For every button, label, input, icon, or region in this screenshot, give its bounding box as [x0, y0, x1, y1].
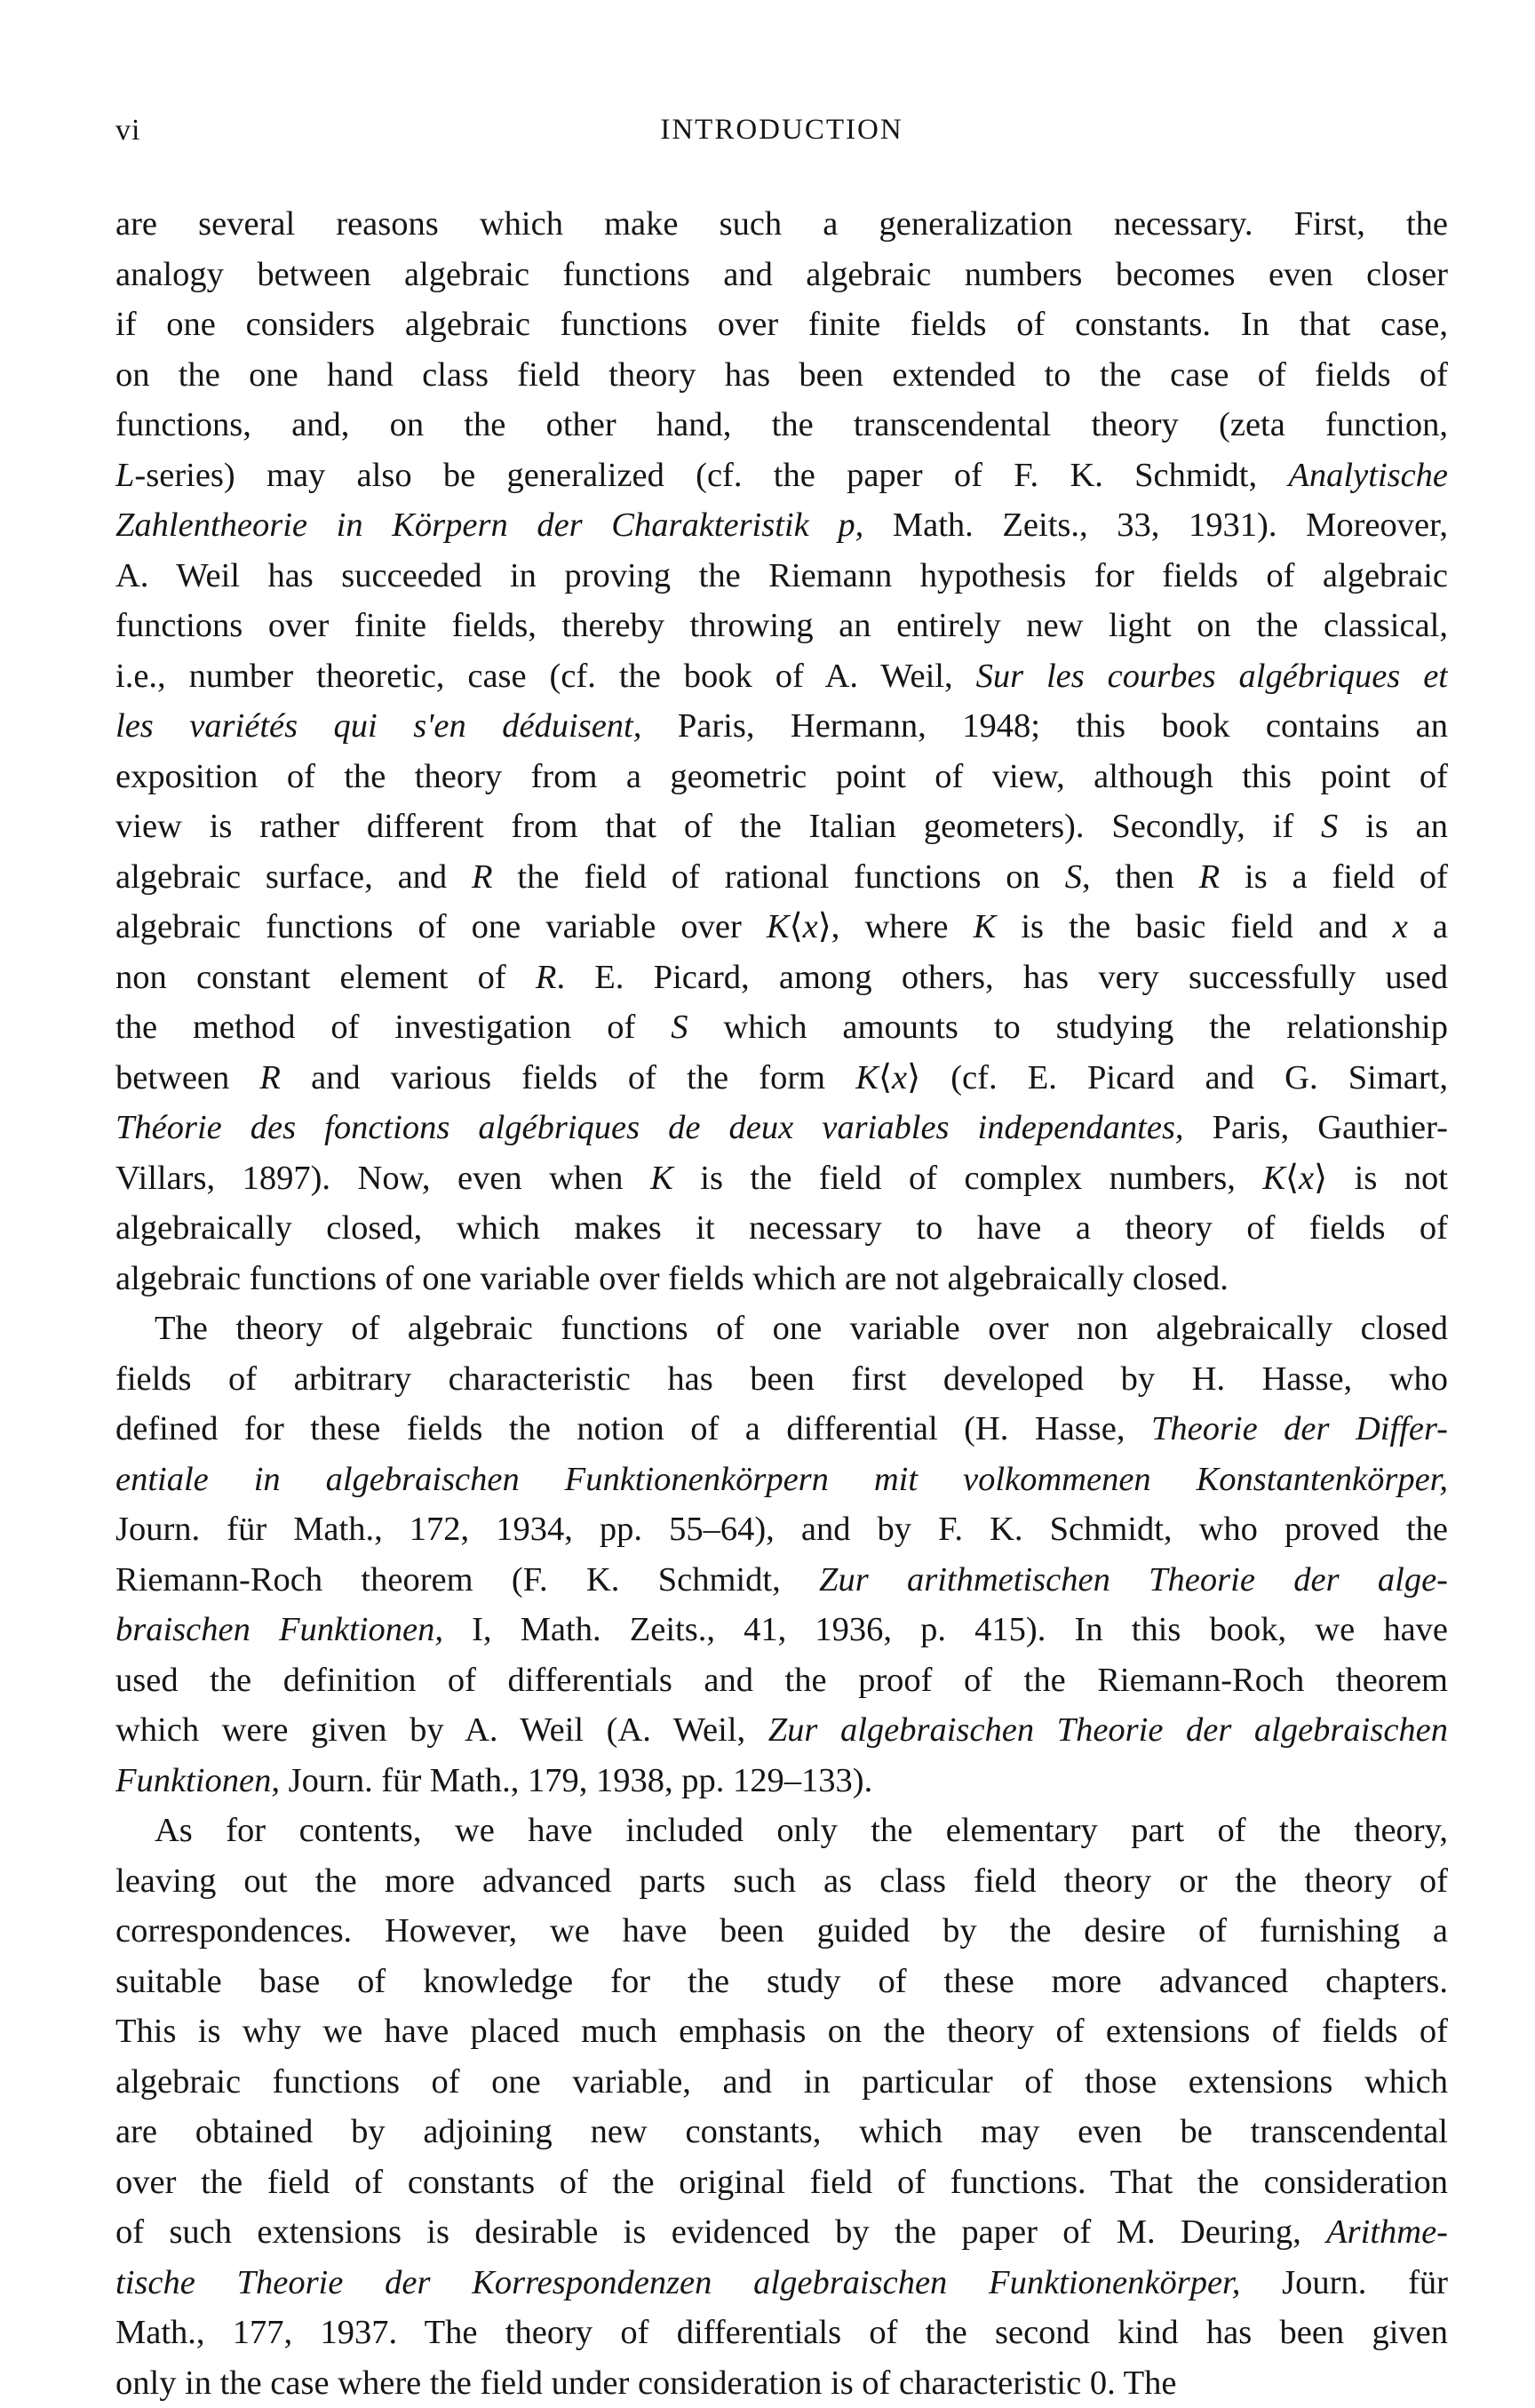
text-line	[115, 1404, 1448, 1455]
running-head: INTRODUCTION	[115, 114, 1448, 147]
text-line	[115, 752, 1448, 802]
paragraph	[115, 1806, 1448, 2408]
text-run: Paris, Gauthier-	[1184, 1109, 1448, 1146]
text-run: Journ. für	[1240, 2264, 1448, 2301]
text-line	[115, 2057, 1448, 2108]
text-line	[115, 451, 1448, 501]
text-run: between	[115, 1059, 259, 1096]
text-line	[115, 651, 1448, 702]
text-run: are several reasons which make such a generalization necessary. First, the	[115, 205, 1448, 243]
italic-run: x	[1299, 1160, 1314, 1197]
text-run: Math. Zeits., 33, 1931). Moreover,	[863, 506, 1448, 544]
text-line	[115, 1103, 1448, 1153]
italic-run: R	[259, 1059, 281, 1096]
text-run: which were given by A. Weil (A. Weil,	[115, 1711, 768, 1749]
text-line	[115, 2308, 1448, 2358]
text-run: defined for these fields the notion of a differential (H. Hasse,	[115, 1410, 1151, 1447]
italic-run: Zur arithmetischen Theorie der alge-	[819, 1561, 1448, 1599]
text-run: Journ. für Math., 172, 1934, pp. 55–64), and by F. K. Schmidt, who proved the	[115, 1511, 1448, 1548]
text-run: non constant element of	[115, 959, 536, 996]
italic-run: R	[472, 858, 493, 896]
italic-run: Analytische	[1288, 457, 1448, 494]
text-run: suitable base of knowledge for the study of these more advanced chapters.	[115, 1963, 1448, 2000]
italic-run: Théorie des fonctions algébriques de deux variables independantes,	[115, 1109, 1184, 1146]
text-line	[115, 1153, 1448, 1204]
italic-run: Sur les courbes algébriques et	[976, 658, 1448, 695]
text-run: exposition of the theory from a geometric point of view, although this point of	[115, 758, 1448, 795]
text-line	[115, 1655, 1448, 1706]
text-run: functions over finite fields, thereby throwing an entirely new light on the classical,	[115, 607, 1448, 644]
text-run: ⟨	[790, 908, 803, 945]
text-run: is the basic field and	[996, 908, 1392, 945]
text-line	[115, 1504, 1448, 1555]
text-line	[115, 902, 1448, 953]
italic-run: S	[1321, 808, 1338, 845]
text-line	[115, 2006, 1448, 2057]
text-run: algebraic surface, and	[115, 858, 472, 896]
text-line	[115, 1906, 1448, 1957]
text-run: is an	[1338, 808, 1448, 845]
italic-run: Arithme-	[1326, 2213, 1448, 2251]
text-run: I, Math. Zeits., 41, 1936, p. 415). In this book, we have	[443, 1611, 1448, 1648]
paragraph	[115, 1304, 1448, 1806]
text-run: Math., 177, 1937. The theory of differentials of the second kind has been given	[115, 2314, 1448, 2351]
text-run: is a field of	[1220, 858, 1448, 896]
text-run: A. Weil has succeeded in proving the Riemann hypothesis for fields of algebraic	[115, 557, 1448, 594]
italic-run: braischen Funktionen,	[115, 1611, 443, 1648]
text-run: As for contents, we have included only the elementary part of the theory,	[155, 1812, 1448, 1849]
body-text	[115, 199, 1448, 2408]
text-line	[115, 2157, 1448, 2208]
text-line	[115, 1304, 1448, 1354]
text-line	[115, 1455, 1448, 1505]
text-run: functions, and, on the other hand, the transcendental theory (zeta function,	[115, 406, 1448, 443]
text-line	[115, 299, 1448, 350]
italic-run: Theorie der Differ-	[1151, 1410, 1448, 1447]
italic-run: Zur algebraischen Theorie der algebraischen	[768, 1711, 1448, 1749]
text-run: ⟨	[1285, 1160, 1299, 1197]
italic-run: S	[1065, 858, 1082, 896]
text-line	[115, 1605, 1448, 1655]
text-line	[115, 2207, 1448, 2258]
italic-run: R	[536, 959, 557, 996]
text-run: algebraic functions of one variable, and in particular of those extensions which	[115, 2063, 1448, 2101]
text-line	[115, 601, 1448, 651]
text-line	[115, 1756, 1448, 1806]
text-run: on the one hand class field theory has been extended to the case of fields of	[115, 356, 1448, 394]
text-line	[115, 551, 1448, 602]
italic-run: K	[974, 908, 997, 945]
text-run: the method of investigation of	[115, 1009, 671, 1046]
italic-run: K	[650, 1160, 673, 1197]
text-run: fields of arbitrary characteristic has been first developed by H. Hasse, who	[115, 1360, 1448, 1398]
text-run: ⟩, where	[818, 908, 974, 945]
text-run: analogy between algebraic functions and algebraic numbers becomes even closer	[115, 256, 1448, 293]
text-line	[115, 1203, 1448, 1254]
text-line	[115, 801, 1448, 852]
text-line	[115, 1053, 1448, 1104]
text-run: over the field of constants of the original field of functions. That the consideration	[115, 2164, 1448, 2201]
text-line	[115, 1806, 1448, 1856]
text-run: This is why we have placed much emphasis on the theory of extensions of fields of	[115, 2013, 1448, 2050]
text-run: i.e., number theoretic, case (cf. the book of A. Weil,	[115, 658, 976, 695]
text-run: used the definition of differentials and the proof of the Riemann-Roch theorem	[115, 1662, 1448, 1699]
text-run: ⟨	[879, 1059, 892, 1096]
italic-run: entiale in algebraischen Funktionenkörpern mit volkommenen Konstantenkörper,	[115, 1461, 1448, 1498]
italic-run: R	[1199, 858, 1221, 896]
page-header	[115, 114, 1448, 167]
text-run: , then	[1082, 858, 1199, 896]
italic-run: K	[1262, 1160, 1285, 1197]
text-line	[115, 1354, 1448, 1405]
text-run: and various fields of the form	[281, 1059, 855, 1096]
text-run: algebraic functions of one variable over	[115, 908, 767, 945]
text-run: Paris, Hermann, 1948; this book contains an	[641, 707, 1448, 745]
italic-run: K	[767, 908, 790, 945]
italic-run: x	[892, 1059, 907, 1096]
italic-run: S	[671, 1009, 688, 1046]
text-line	[115, 1002, 1448, 1053]
text-run: The theory of algebraic functions of one variable over non algebraically closed	[155, 1310, 1448, 1347]
text-run: Journ. für Math., 179, 1938, pp. 129–133).	[280, 1762, 872, 1799]
page-number: vi	[115, 114, 140, 148]
text-line	[115, 1957, 1448, 2007]
paragraph	[115, 199, 1448, 1304]
italic-run: K	[855, 1059, 879, 1096]
italic-run: x	[803, 908, 818, 945]
text-line	[115, 2258, 1448, 2308]
italic-run: les variétés qui s'en déduisent,	[115, 707, 641, 745]
text-run: algebraic functions of one variable over fields which are not algebraically closed.	[115, 1260, 1229, 1297]
text-run: algebraically closed, which makes it necessary to have a theory of fields of	[115, 1209, 1448, 1247]
text-run: ⟩ (cf. E. Picard and G. Simart,	[907, 1059, 1448, 1096]
text-line	[115, 1254, 1448, 1304]
text-line	[115, 701, 1448, 752]
text-line	[115, 400, 1448, 451]
text-line	[115, 852, 1448, 903]
text-run: leaving out the more advanced parts such as class field theory or the theory of	[115, 1862, 1448, 1900]
text-line	[115, 199, 1448, 250]
italic-run: Funktionen,	[115, 1762, 280, 1799]
text-line	[115, 250, 1448, 300]
italic-run: L	[115, 457, 134, 494]
text-run: is the field of complex numbers,	[673, 1160, 1263, 1197]
text-line	[115, 1856, 1448, 1907]
text-run: if one considers algebraic functions over finite fields of constants. In that case,	[115, 306, 1448, 343]
text-line	[115, 1555, 1448, 1606]
text-run: a	[1408, 908, 1448, 945]
text-line	[115, 500, 1448, 551]
text-run: are obtained by adjoining new constants, which may even be transcendental	[115, 2113, 1448, 2150]
text-run: the field of rational functions on	[493, 858, 1065, 896]
text-line	[115, 953, 1448, 1003]
text-line	[115, 350, 1448, 401]
text-run: correspondences. However, we have been guided by the desire of furnishing a	[115, 1912, 1448, 1950]
text-line	[115, 2358, 1448, 2408]
text-run: only in the case where the field under consideration is of characteristic 0. The	[115, 2364, 1176, 2402]
italic-run: Zahlentheorie in Körpern der Charakteristik p,	[115, 506, 863, 544]
text-run: Riemann-Roch theorem (F. K. Schmidt,	[115, 1561, 819, 1599]
text-run: of such extensions is desirable is evidenced by the paper of M. Deuring,	[115, 2213, 1326, 2251]
text-run: -series) may also be generalized (cf. the paper of F. K. Schmidt,	[134, 457, 1288, 494]
text-line	[115, 1705, 1448, 1756]
italic-run: x	[1393, 908, 1408, 945]
text-run: Villars, 1897). Now, even when	[115, 1160, 650, 1197]
text-run: which amounts to studying the relationship	[688, 1009, 1448, 1046]
text-line	[115, 2107, 1448, 2157]
text-run: . E. Picard, among others, has very successfully used	[556, 959, 1448, 996]
text-run: ⟩ is not	[1314, 1160, 1448, 1197]
italic-run: tische Theorie der Korrespondenzen algebraischen Funktionenkörper,	[115, 2264, 1240, 2301]
text-run: view is rather different from that of the Italian geometers). Secondly, if	[115, 808, 1321, 845]
